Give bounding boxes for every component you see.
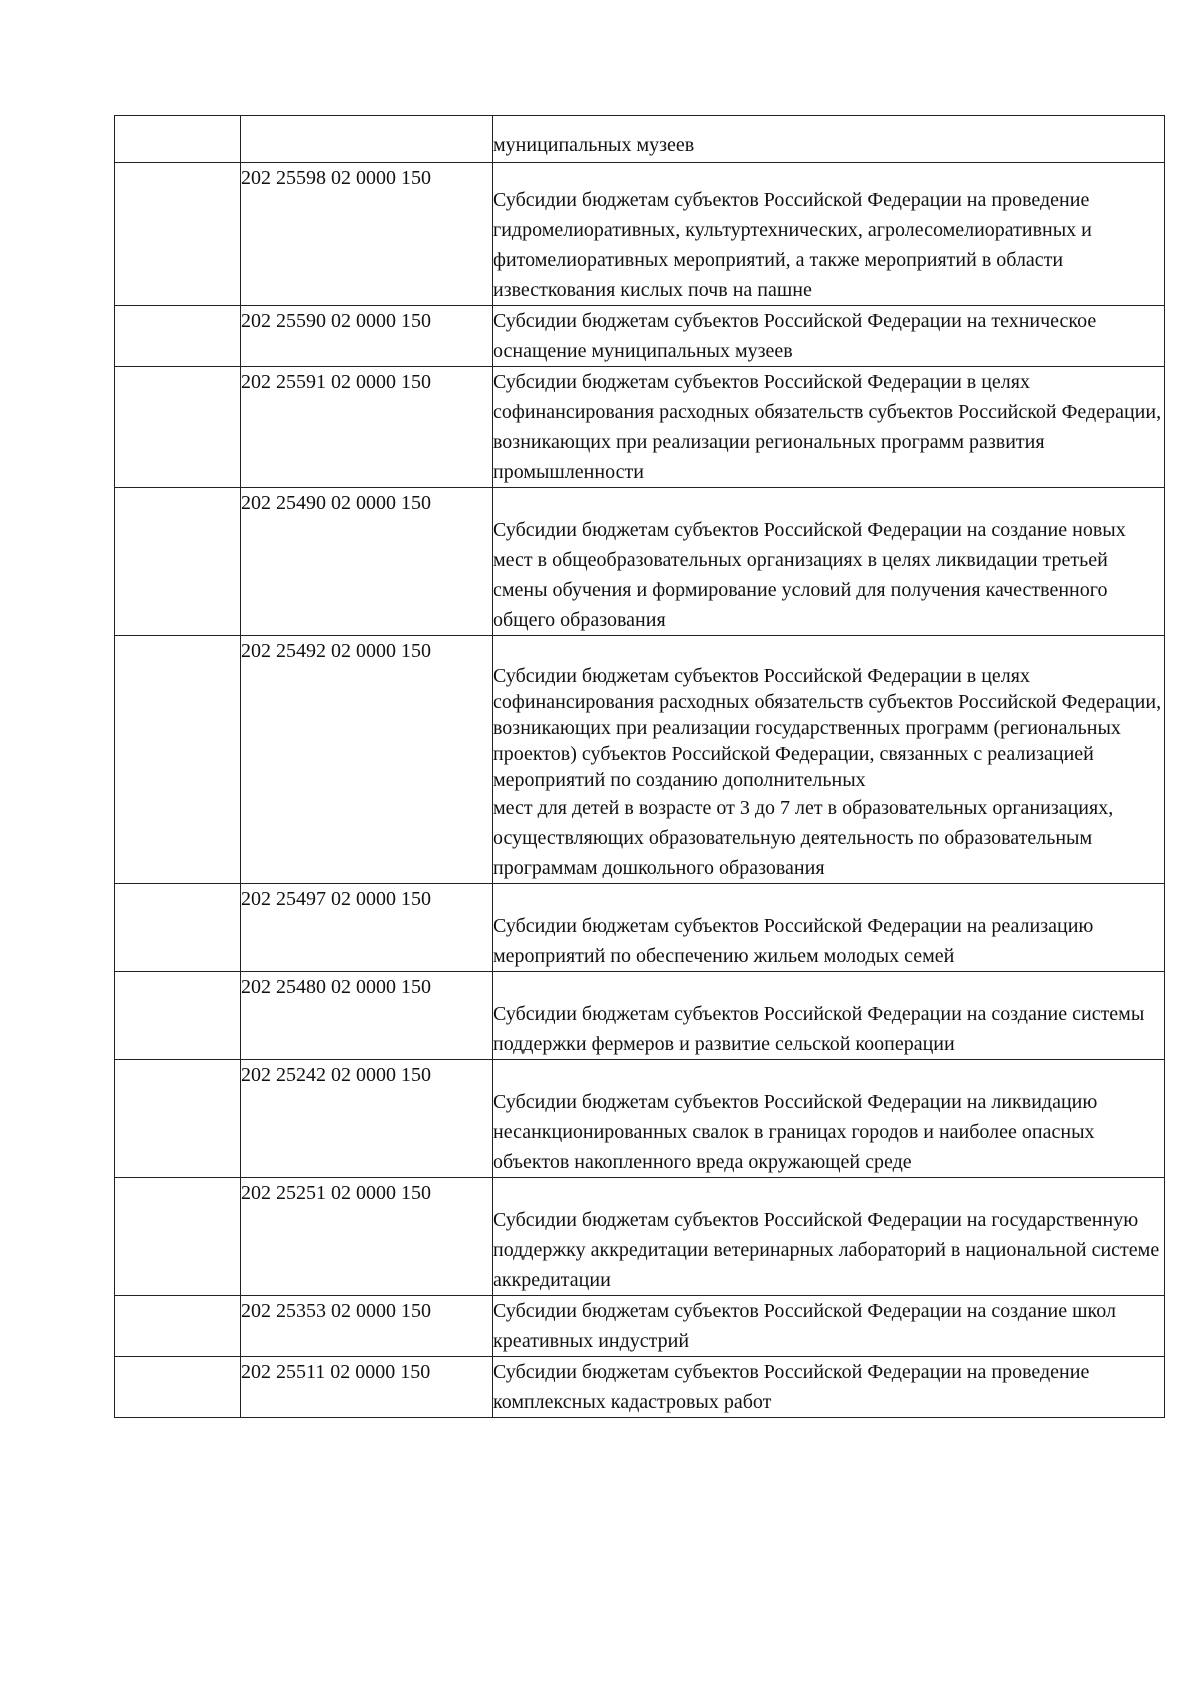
code-cell: 202 25591 02 0000 150	[241, 367, 493, 488]
description-cell: Субсидии бюджетам субъектов Российской Федерации на государственную поддержку аккредитации ветеринарных лабораторий в национальной системе аккредитации	[493, 1178, 1165, 1296]
code-cell: 202 25492 02 0000 150	[241, 636, 493, 884]
code-cell: 202 25480 02 0000 150	[241, 972, 493, 1060]
empty-cell	[115, 488, 241, 636]
description-text: Субсидии бюджетам субъектов Российской Федерации в целях софинансирования расходных обязательств субъектов Российской Федерации, возникающих при реализации государственных программ (региональных проектов) субъектов Российской Федерации, связанных с реализацией мероприятий по созданию дополнительных	[493, 665, 1162, 791]
description-cell	[493, 636, 1165, 884]
empty-cell	[115, 972, 241, 1060]
table-row	[115, 1060, 1165, 1178]
empty-cell	[115, 306, 241, 367]
empty-cell	[115, 163, 241, 306]
description-cell: Субсидии бюджетам субъектов Российской Федерации в целях софинансирования расходных обязательств субъектов Российской Федерации, возникающих при реализации региональных программ развития промышленности	[493, 367, 1165, 488]
empty-cell	[115, 367, 241, 488]
description-cell: Субсидии бюджетам субъектов Российской Федерации на техническое оснащение муниципальных музеев	[493, 306, 1165, 367]
code-cell: 202 25598 02 0000 150	[241, 163, 493, 306]
table-row	[115, 1296, 1165, 1357]
description-cell: Субсидии бюджетам субъектов Российской Федерации на реализацию мероприятий по обеспечению жильем молодых семей	[493, 884, 1165, 972]
code-cell: 202 25590 02 0000 150	[241, 306, 493, 367]
table-row	[115, 306, 1165, 367]
description-cell: муниципальных музеев	[493, 116, 1165, 163]
description-cell: Субсидии бюджетам субъектов Российской Федерации на проведение гидромелиоративных, культуртехнических, агролесомелиоративных и фитомелиоративных мероприятий, а также мероприятий в области известкования кислых почв на пашне	[493, 163, 1165, 306]
empty-cell	[115, 884, 241, 972]
description-cell: Субсидии бюджетам субъектов Российской Федерации на ликвидацию несанкционированных свалок в границах городов и наиболее опасных объектов накопленного вреда окружающей среде	[493, 1060, 1165, 1178]
code-cell: 202 25353 02 0000 150	[241, 1296, 493, 1357]
table-row	[115, 636, 1165, 884]
empty-cell	[115, 1178, 241, 1296]
table-row	[115, 972, 1165, 1060]
code-cell: 202 25242 02 0000 150	[241, 1060, 493, 1178]
table-row	[115, 367, 1165, 488]
empty-cell	[115, 1060, 241, 1178]
table-row	[115, 488, 1165, 636]
empty-cell	[115, 1296, 241, 1357]
code-cell: 202 25490 02 0000 150	[241, 488, 493, 636]
budget-code-table	[114, 115, 1165, 1418]
table-row	[115, 884, 1165, 972]
table-row	[115, 163, 1165, 306]
empty-cell	[115, 116, 241, 163]
description-cell: Субсидии бюджетам субъектов Российской Федерации на создание новых мест в общеобразовательных организациях в целях ликвидации третьей смены обучения и формирование условий для получения качественного общего образования	[493, 488, 1165, 636]
description-cell: Субсидии бюджетам субъектов Российской Федерации на создание системы поддержки фермеров и развитие сельской кооперации	[493, 972, 1165, 1060]
description-cell: Субсидии бюджетам субъектов Российской Федерации на проведение комплексных кадастровых работ	[493, 1357, 1165, 1418]
table-row-continuation	[115, 116, 1165, 163]
code-cell: 202 25251 02 0000 150	[241, 1178, 493, 1296]
description-text-continued: мест для детей в возрасте от 3 до 7 лет в образовательных организациях, осуществляющих образовательную деятельность по образовательным программам дошкольного образования	[493, 797, 1114, 879]
empty-cell	[115, 1357, 241, 1418]
code-cell	[241, 116, 493, 163]
table-row	[115, 1178, 1165, 1296]
empty-cell	[115, 636, 241, 884]
table-row	[115, 1357, 1165, 1418]
code-cell: 202 25497 02 0000 150	[241, 884, 493, 972]
code-cell: 202 25511 02 0000 150	[241, 1357, 493, 1418]
description-cell: Субсидии бюджетам субъектов Российской Федерации на создание школ креативных индустрий	[493, 1296, 1165, 1357]
